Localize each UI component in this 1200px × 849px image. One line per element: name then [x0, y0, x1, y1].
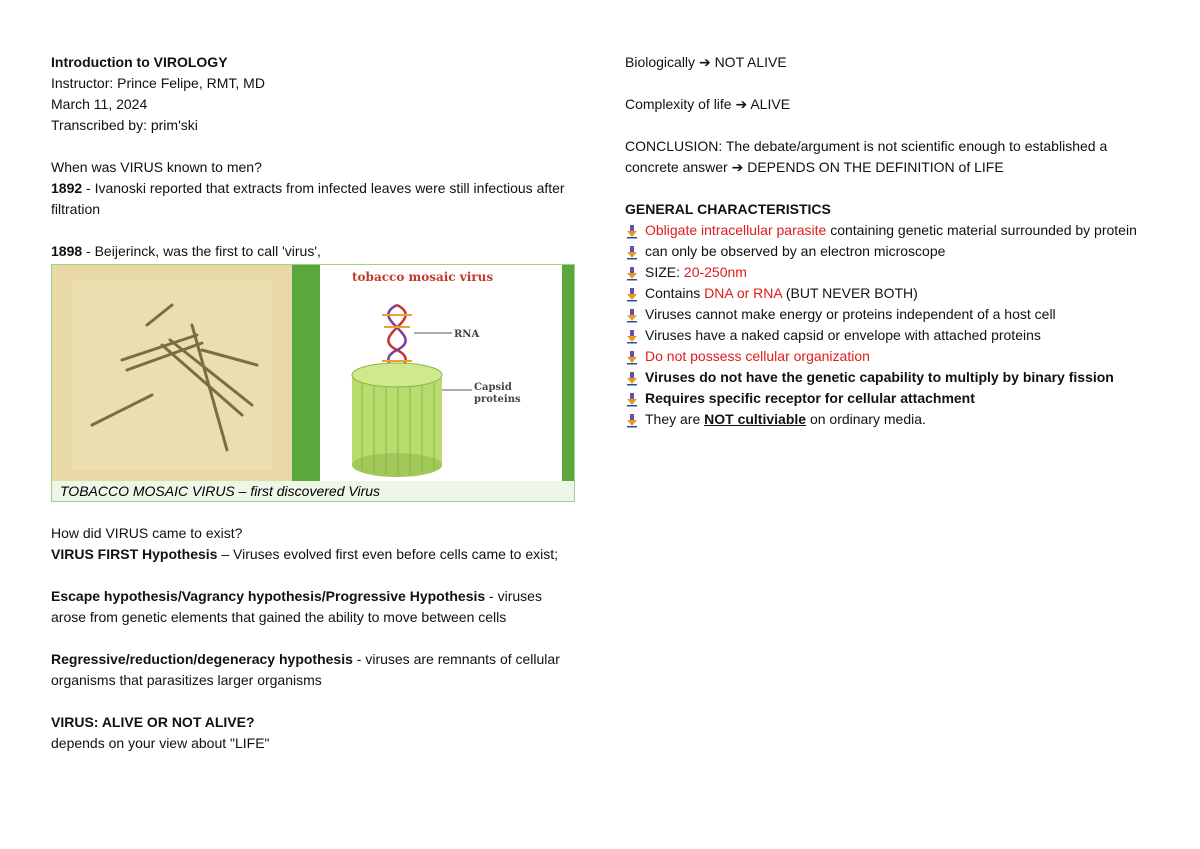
down-arrow-bullet-icon: [625, 367, 639, 388]
hypothesis-regressive-text: - viruses are remnants of cellular organisms that parasitizes larger organisms: [51, 651, 560, 688]
list-item: [625, 262, 1165, 283]
year-1892: 1892: [51, 180, 83, 196]
conclusion-part-c: DEPENDS ON THE DEFINITION of LIFE: [747, 159, 1004, 175]
c7: Do not possess cellular organization: [645, 348, 870, 364]
c6: Viruses have a naked capsid or envelope with attached proteins: [645, 327, 1041, 343]
list-item: [625, 241, 1165, 262]
conclusion-line-1: CONCLUSION: The debate/argument is not scientific enough to established a: [625, 138, 1108, 154]
biologically-line: [625, 52, 1165, 73]
hypothesis-escape-title: Escape hypothesis/Vagrancy hypothesis/Progressive Hypothesis: [51, 588, 486, 604]
characteristics-list: [625, 220, 1165, 430]
list-item: [625, 388, 1165, 409]
list-item: [625, 409, 1165, 430]
c1-red: Obligate intracellular parasite: [645, 222, 827, 238]
list-item: [625, 304, 1165, 325]
down-arrow-bullet-icon: [625, 409, 639, 430]
down-arrow-bullet-icon: [625, 304, 639, 325]
down-arrow-bullet-icon: [625, 346, 639, 367]
instructor-line: Instructor: Prince Felipe, RMT, MD: [51, 75, 265, 91]
hypothesis-escape: [51, 586, 576, 628]
c4-post: (BUT NEVER BOTH): [781, 285, 918, 301]
diagram-title: tobacco mosaic virus: [352, 270, 494, 284]
arrow-right-icon: ➔: [735, 96, 748, 112]
document-title: Introduction to VIROLOGY: [51, 54, 228, 70]
c9: Requires specific receptor for cellular attachment: [645, 390, 975, 406]
transcriber-line: Transcribed by: prim'ski: [51, 117, 198, 133]
rna-label: RNA: [454, 329, 480, 340]
hypothesis-regressive: [51, 649, 576, 691]
down-arrow-bullet-icon: [625, 241, 639, 262]
c8: Viruses do not have the genetic capability to multiply by binary fission: [645, 369, 1114, 385]
c10-bold: NOT cultiviable: [704, 411, 807, 427]
history-question: When was VIRUS known to men?: [51, 159, 262, 175]
down-arrow-bullet-icon: [625, 283, 639, 304]
right-column: [625, 52, 1165, 430]
conclusion-line-2: [625, 157, 1165, 178]
capsid-cylinder: [352, 363, 442, 477]
hypothesis-virus-first: [51, 544, 576, 565]
tmv-figure: [51, 264, 575, 502]
c5: Viruses cannot make energy or proteins independent of a host cell: [645, 306, 1056, 322]
year-1898: 1898: [51, 243, 83, 259]
hypothesis-virus-first-title: VIRUS FIRST Hypothesis: [51, 546, 218, 562]
biologically-value: NOT ALIVE: [714, 54, 787, 70]
down-arrow-bullet-icon: [625, 388, 639, 409]
tmv-image: [52, 265, 574, 482]
c10-post: on ordinary media.: [806, 411, 926, 427]
text-1892: - Ivanoski reported that extracts from infected leaves were still infectious after filtration: [51, 180, 565, 217]
date-line: March 11, 2024: [51, 96, 148, 112]
c1-rest: containing genetic material surrounded by protein: [826, 222, 1137, 238]
complexity-line: [625, 94, 1165, 115]
figure-caption: TOBACCO MOSAIC VIRUS – first discovered Virus: [52, 481, 574, 501]
hypothesis-escape-text: - viruses arose from genetic elements that gained the ability to move between cells: [51, 588, 542, 625]
c4-red: DNA or RNA: [704, 285, 782, 301]
characteristics-heading: GENERAL CHARACTERISTICS: [625, 201, 831, 217]
text-1898: - Beijerinck, was the first to call 'virus',: [82, 243, 321, 259]
conclusion-part-b: concrete answer: [625, 159, 728, 175]
history-1898: [51, 241, 576, 262]
figure-divider: [292, 265, 320, 482]
capsid-label: Capsid: [474, 382, 512, 393]
complexity-value: ALIVE: [750, 96, 791, 112]
down-arrow-bullet-icon: [625, 262, 639, 283]
c3-value: 20-250nm: [683, 264, 747, 280]
origin-question: How did VIRUS came to exist?: [51, 525, 243, 541]
hypothesis-regressive-title: Regressive/reduction/degeneracy hypothesis: [51, 651, 353, 667]
list-item: [625, 325, 1165, 346]
arrow-right-icon: ➔: [698, 54, 711, 70]
list-item: [625, 367, 1165, 388]
c4-pre: Contains: [645, 285, 705, 301]
complexity-label: Complexity of life: [625, 96, 732, 112]
biologically-label: Biologically: [625, 54, 696, 70]
arrow-right-icon: ➔: [731, 159, 744, 175]
proteins-label: proteins: [474, 394, 521, 405]
alive-text: depends on your view about "LIFE": [51, 735, 270, 751]
down-arrow-bullet-icon: [625, 325, 639, 346]
list-item: [625, 220, 1165, 241]
history-1892: [51, 178, 576, 220]
c2: can only be observed by an electron microscope: [645, 243, 946, 259]
c3-label: SIZE:: [645, 264, 684, 280]
c10-pre: They are: [645, 411, 705, 427]
left-column: [51, 52, 576, 754]
hypothesis-virus-first-text: – Viruses evolved first even before cells came to exist;: [217, 546, 559, 562]
list-item: [625, 346, 1165, 367]
list-item: [625, 283, 1165, 304]
down-arrow-bullet-icon: [625, 220, 639, 241]
alive-heading: VIRUS: ALIVE OR NOT ALIVE?: [51, 714, 255, 730]
